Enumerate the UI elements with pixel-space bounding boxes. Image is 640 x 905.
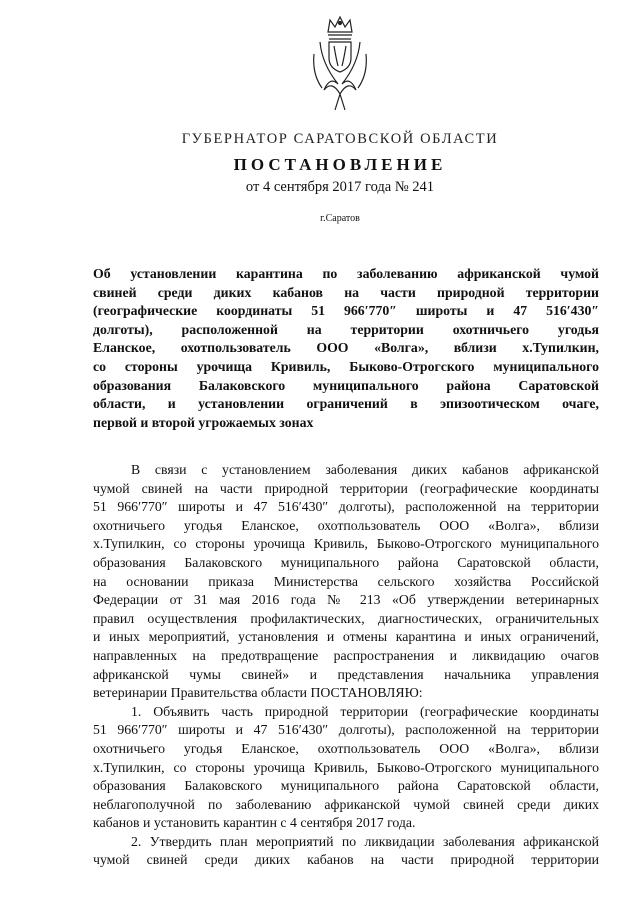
title-line: первой и второй угрожаемых зонах bbox=[93, 414, 314, 430]
document-date-number: от 4 сентября 2017 года № 241 bbox=[245, 179, 435, 195]
title-line: Еланское, охотпользователь ООО «Волга», вблизи х.Тупилкин, bbox=[93, 340, 599, 356]
body-line: африканской чумы свиней» и представления начальника управления bbox=[93, 666, 599, 682]
body-line: охотничьего угодья Еланское, охотпользователь ООО «Волга», вблизи bbox=[93, 517, 599, 533]
title-line: долготы), расположенной на территории охотничьего угодья bbox=[93, 321, 599, 337]
body-line: кабанов и установить карантин с 4 сентября 2017 года. bbox=[93, 815, 416, 831]
body-line: неблагополучной по заболеванию африканской чумой свиней среди диких bbox=[93, 796, 599, 812]
document-title bbox=[93, 265, 599, 432]
body-line: В связи с установлением заболевания диких кабанов африканской bbox=[131, 462, 599, 477]
body-line: и иных мероприятий, установления и отмены карантина и иных ограничений, bbox=[93, 629, 599, 645]
body-line: охотничьего угодья Еланское, охотпользователь ООО «Волга», вблизи bbox=[93, 740, 599, 756]
body-line: чумой свиней на части природной территории (географические координаты bbox=[93, 480, 599, 496]
title-line: (географические координаты 51 966′770″ широты и 47 516′430″ bbox=[93, 303, 599, 319]
issue-city: г.Саратов bbox=[320, 213, 360, 224]
body-line: 51 966′770″ широты и 47 516′430″ долготы), расположенной на территории bbox=[93, 499, 599, 515]
document-body bbox=[93, 461, 599, 870]
body-line: образования Балаковского муниципального района Саратовской области, bbox=[93, 778, 599, 794]
body-line: х.Тупилкин, со стороны урочища Кривиль, Быково-Отрогского муниципального bbox=[93, 759, 599, 775]
title-line: образования Балаковского муниципального района Саратовской bbox=[93, 377, 599, 393]
body-line: правил осуществления профилактических, диагностических, ограничительных bbox=[93, 610, 599, 626]
body-line: образования Балаковского муниципального района Саратовской области, bbox=[93, 554, 599, 570]
body-line: 2. Утвердить план мероприятий по ликвидации заболевания африканской bbox=[131, 833, 599, 849]
title-line: со стороны урочища Кривиль, Быково-Отрогского муниципального bbox=[93, 358, 599, 374]
title-line: Об установлении карантина по заболеванию африканской чумой bbox=[93, 266, 599, 281]
body-line: Федерации от 31 мая 2016 года № 213 «Об утверждении ветеринарных bbox=[93, 592, 599, 608]
body-line: ветеринарии Правительства области ПОСТАНОВЛЯЮ: bbox=[93, 685, 423, 701]
coat-of-arms-emblem-icon bbox=[308, 14, 372, 114]
body-line: направленных на предотвращение распространения и ликвидацию очагов bbox=[93, 647, 599, 663]
body-line: 51 966′770″ широты и 47 516′430″ долготы), расположенной на территории bbox=[93, 722, 599, 738]
body-line: 1. Объявить часть природной территории (географические координаты bbox=[131, 703, 599, 719]
body-line: на основании приказа Министерства сельского хозяйства Российской bbox=[93, 573, 599, 589]
body-line: чумой свиней среди диких кабанов на части природной территории bbox=[93, 852, 599, 868]
issuing-authority: ГУБЕРНАТОР САРАТОВСКОЙ ОБЛАСТИ bbox=[181, 131, 499, 147]
document-type-heading: ПОСТАНОВЛЕНИЕ bbox=[233, 155, 447, 174]
title-line: свиней среди диких кабанов на части природной территории bbox=[93, 284, 599, 300]
title-line: области, и установлении ограничений в эпизоотическом очаге, bbox=[93, 396, 599, 412]
body-line: х.Тупилкин, со стороны урочища Кривиль, Быково-Отрогского муниципального bbox=[93, 536, 599, 552]
